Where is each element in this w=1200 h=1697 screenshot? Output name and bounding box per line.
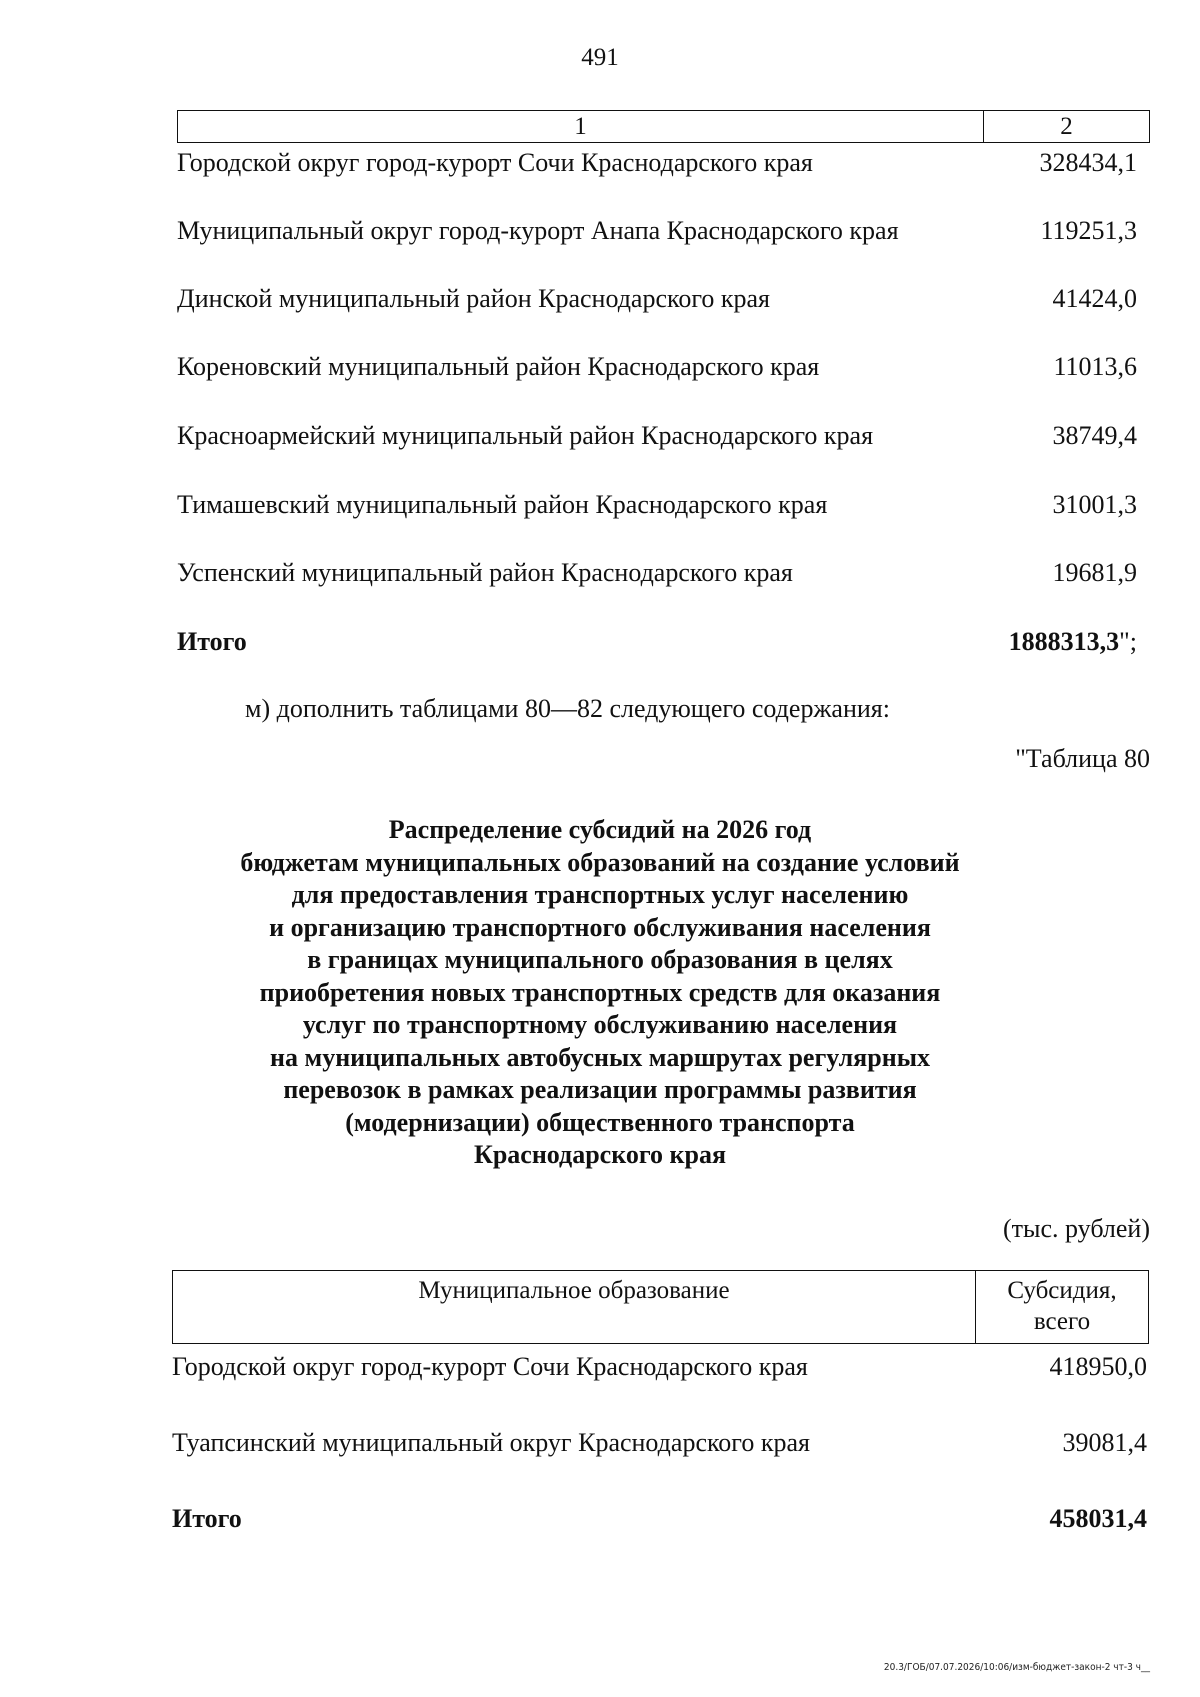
table-row	[172, 1350, 1147, 1384]
table-row	[172, 1426, 1147, 1460]
column-header-subsidy	[976, 1271, 1148, 1343]
row-name: Муниципальный округ город-курорт Анапа Краснодарского края	[177, 216, 899, 245]
table-header	[172, 1270, 1149, 1344]
document-footer: 20.3/ГОБ/07.07.2026/10:06/изм-бюджет-закон-2 чт-3 ч__	[883, 1662, 1150, 1673]
table-total-row	[177, 625, 1137, 659]
row-name: Динской муниципальный район Краснодарского края	[177, 284, 770, 313]
row-name: Городской округ город-курорт Сочи Краснодарского края	[177, 148, 813, 177]
row-name: Туапсинский муниципальный округ Краснодарского края	[172, 1428, 810, 1457]
table-row	[177, 146, 1137, 180]
row-value: 11013,6	[1053, 352, 1137, 381]
row-value: 41424,0	[1052, 284, 1137, 313]
amendment-paragraph: м) дополнить таблицами 80—82 следующего содержания:	[245, 694, 890, 723]
row-value: 328434,1	[1039, 148, 1137, 177]
table-row	[177, 282, 1137, 316]
column-header-subsidy-line2: всего	[1033, 1308, 1091, 1335]
title-line: приобретения новых транспортных средств для оказания	[259, 977, 941, 1007]
title-line: в границах муниципального образования в целях	[307, 945, 893, 974]
total-value: 458031,4	[1049, 1504, 1147, 1533]
row-name: Кореновский муниципальный район Краснодарского края	[177, 352, 820, 381]
column-header-1: 1	[178, 111, 984, 142]
table-label: "Таблица 80	[1015, 744, 1150, 773]
title-line: для предоставления транспортных услуг населению	[291, 880, 909, 909]
title-line: на муниципальных автобусных маршрутах регулярных	[270, 1042, 930, 1072]
row-value: 119251,3	[1040, 216, 1137, 245]
column-header-municipality: Муниципальное образование	[173, 1271, 976, 1343]
title-line: Распределение субсидий на 2026 год	[388, 815, 812, 844]
row-name: Красноармейский муниципальный район Краснодарского края	[177, 421, 874, 450]
total-value: 1888313,3	[1008, 627, 1120, 656]
row-value: 418950,0	[1049, 1352, 1147, 1381]
table-row	[177, 556, 1137, 590]
row-value: 38749,4	[1052, 421, 1137, 450]
title-line: бюджетам муниципальных образований на создание условий	[240, 847, 960, 877]
column-header-subsidy-line1: Субсидия,	[1007, 1277, 1117, 1304]
title-line: и организацию транспортного обслуживания населения	[269, 912, 931, 942]
closing-quote: ";	[1119, 627, 1137, 656]
table-row	[177, 488, 1137, 522]
title-line: перевозок в рамках реализации программы развития	[283, 1075, 917, 1104]
table-title	[0, 814, 1200, 1172]
table-header	[177, 110, 1150, 143]
total-label: Итого	[177, 627, 247, 656]
row-value: 39081,4	[1062, 1428, 1147, 1457]
page-number: 491	[581, 44, 619, 71]
column-header-2: 2	[1060, 113, 1073, 140]
table-row	[177, 419, 1137, 453]
row-name: Тимашевский муниципальный район Краснодарского края	[177, 490, 828, 519]
title-line: Краснодарского края	[473, 1140, 727, 1169]
row-value: 19681,9	[1052, 558, 1137, 587]
total-label: Итого	[172, 1504, 242, 1533]
title-line: услуг по транспортному обслуживанию населения	[302, 1010, 898, 1039]
table-row	[177, 350, 1137, 384]
title-line: (модернизации) общественного транспорта	[345, 1107, 855, 1137]
units-label: (тыс. рублей)	[1002, 1214, 1150, 1243]
total-value-cell	[1009, 627, 1137, 657]
table-total-row	[172, 1502, 1147, 1536]
row-name: Успенский муниципальный район Краснодарского края	[177, 558, 793, 587]
row-name: Городской округ город-курорт Сочи Краснодарского края	[172, 1352, 808, 1381]
table-row	[177, 214, 1137, 248]
row-value: 31001,3	[1052, 490, 1137, 519]
